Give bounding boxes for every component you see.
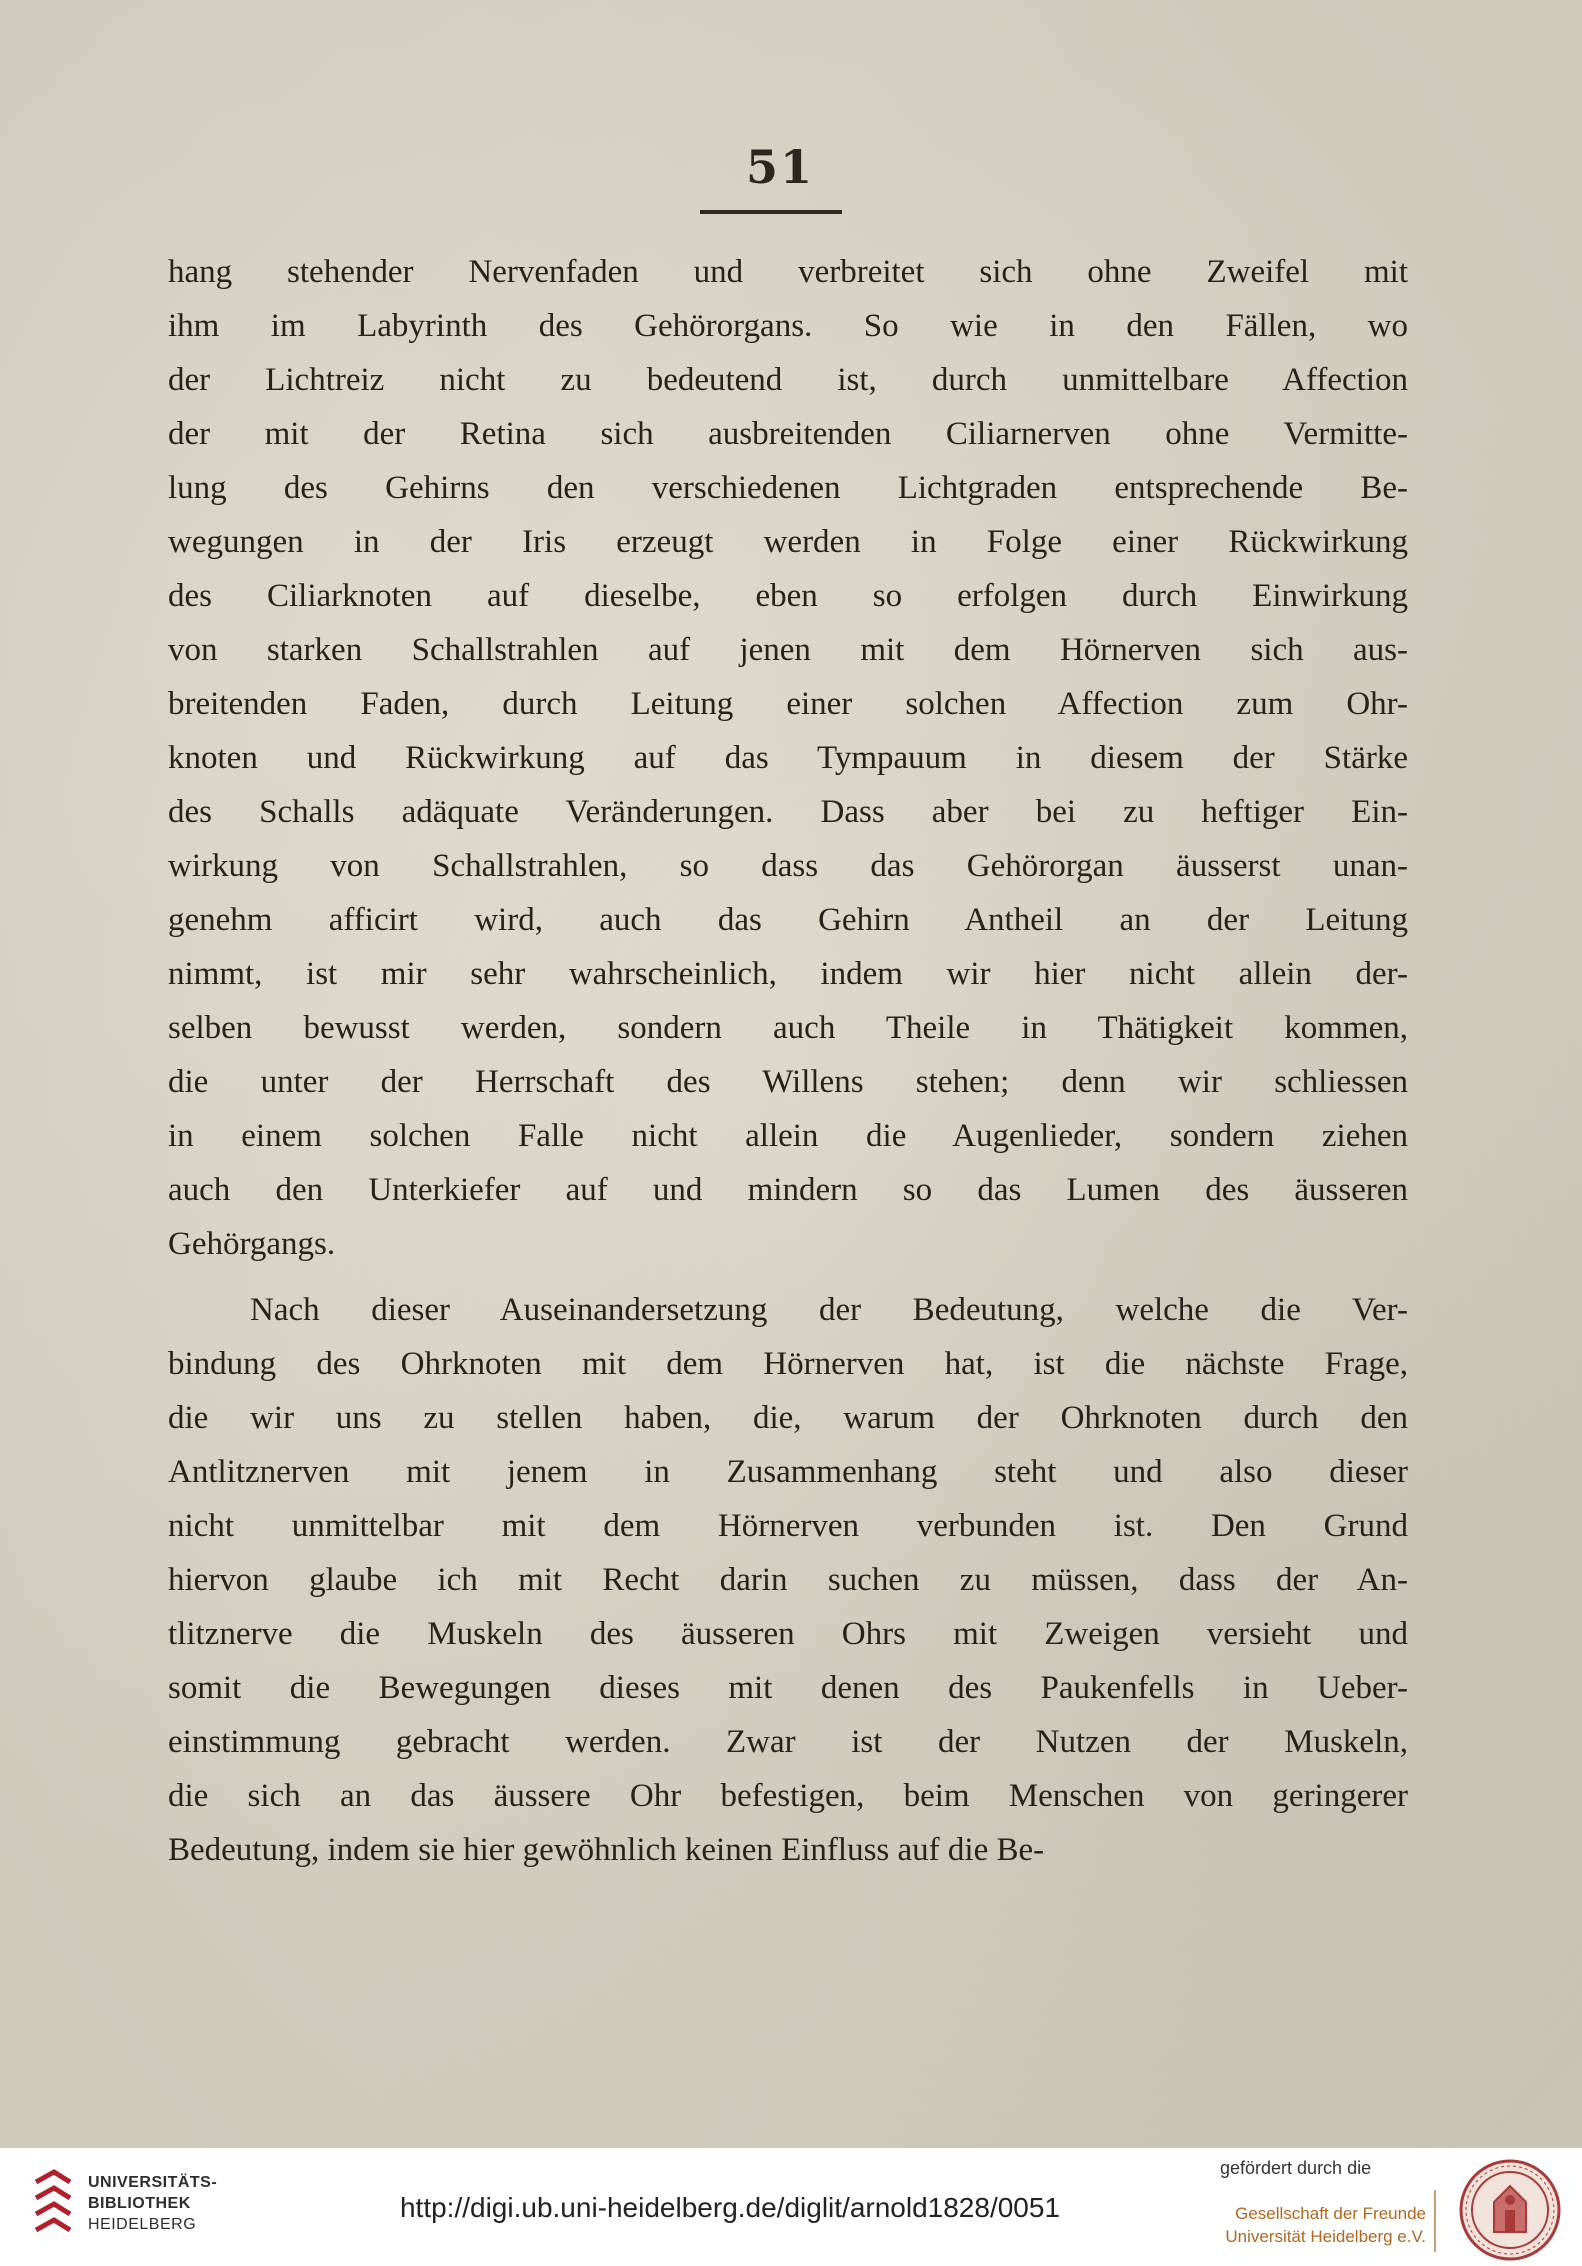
text-line: von starken Schallstrahlen auf jenen mit dem Hörnerven sich aus- xyxy=(168,632,1408,668)
paragraph-1 xyxy=(168,245,1408,1271)
text-line: somit die Bewegungen dieses mit denen des Paukenfells in Ueber- xyxy=(168,1670,1408,1706)
text-line: einstimmung gebracht werden. Zwar ist der Nutzen der Muskeln, xyxy=(168,1724,1408,1760)
text-line: selben bewusst werden, sondern auch Theile in Thätigkeit kommen, xyxy=(168,1010,1408,1046)
text-line: Gehörgangs. xyxy=(168,1226,336,1262)
text-line: bindung des Ohrknoten mit dem Hörnerven hat, ist die nächste Frage, xyxy=(168,1346,1408,1382)
sponsor-divider xyxy=(1434,2190,1436,2252)
library-name xyxy=(88,2172,268,2235)
library-name-line-2: BIBLIOTHEK xyxy=(88,2195,191,2212)
sponsor-name xyxy=(1198,2202,1426,2248)
university-library-logo-icon xyxy=(30,2168,76,2244)
text-line: hiervon glaube ich mit Recht darin suchen zu müssen, dass der An- xyxy=(168,1562,1408,1598)
body-text xyxy=(168,245,1408,1877)
text-line: hang stehender Nervenfaden und verbreitet sich ohne Zweifel mit xyxy=(168,254,1408,290)
text-line: der mit der Retina sich ausbreitenden Ciliarnerven ohne Vermitte- xyxy=(168,416,1408,452)
text-line: Bedeutung, indem sie hier gewöhnlich keinen Einfluss auf die Be- xyxy=(168,1832,1045,1868)
library-name-line-3: HEIDELBERG xyxy=(88,2216,197,2233)
sponsor-name-line-1: Gesellschaft der Freunde xyxy=(1235,2204,1426,2223)
text-line: lung des Gehirns den verschiedenen Lichtgraden entsprechende Be- xyxy=(168,470,1408,506)
text-line: Antlitznerven mit jenem in Zusammenhang steht und also dieser xyxy=(168,1454,1408,1490)
text-line: in einem solchen Falle nicht allein die Augenlieder, sondern ziehen xyxy=(168,1118,1408,1154)
text-line: des Schalls adäquate Veränderungen. Dass aber bei zu heftiger Ein- xyxy=(168,794,1408,830)
sponsor-name-line-2: Universität Heidelberg e.V. xyxy=(1225,2227,1426,2246)
page-number-rule xyxy=(700,210,842,214)
sponsor-intro: gefördert durch die xyxy=(1220,2158,1372,2178)
text-line: die sich an das äussere Ohr befestigen, beim Menschen von geringerer xyxy=(168,1778,1408,1814)
text-line: nicht unmittelbar mit dem Hörnerven verbunden ist. Den Grund xyxy=(168,1508,1408,1544)
text-line: breitenden Faden, durch Leitung einer solchen Affection zum Ohr- xyxy=(168,686,1408,722)
university-seal-icon xyxy=(1458,2158,1562,2262)
text-line: knoten und Rückwirkung auf das Tympauum in diesem der Stärke xyxy=(168,740,1408,776)
text-line: die unter der Herrschaft des Willens stehen; denn wir schliessen xyxy=(168,1064,1408,1100)
digitization-footer xyxy=(0,2148,1582,2266)
library-name-line-1: UNIVERSITÄTS- xyxy=(88,2174,218,2191)
page-number: 51 xyxy=(745,140,814,194)
text-line: die wir uns zu stellen haben, die, warum der Ohrknoten durch den xyxy=(168,1400,1408,1436)
text-line: wegungen in der Iris erzeugt werden in Folge einer Rückwirkung xyxy=(168,524,1408,560)
document-url-link[interactable]: http://digi.ub.uni-heidelberg.de/diglit/arnold1828/0051 xyxy=(399,2192,1061,2223)
text-line: auch den Unterkiefer auf und mindern so das Lumen des äusseren xyxy=(168,1172,1408,1208)
text-line: des Ciliarknoten auf dieselbe, eben so erfolgen durch Einwirkung xyxy=(168,578,1408,614)
text-line: ihm im Labyrinth des Gehörorgans. So wie in den Fällen, wo xyxy=(168,308,1408,344)
text-line: wirkung von Schallstrahlen, so dass das Gehörorgan äusserst unan- xyxy=(168,848,1408,884)
text-line: tlitznerve die Muskeln des äusseren Ohrs mit Zweigen versieht und xyxy=(168,1616,1408,1652)
text-line: Nach dieser Auseinandersetzung der Bedeutung, welche die Ver- xyxy=(250,1292,1408,1328)
text-line: genehm afficirt wird, auch das Gehirn Antheil an der Leitung xyxy=(168,902,1408,938)
paragraph-gap xyxy=(168,1271,1408,1283)
text-line: nimmt, ist mir sehr wahrscheinlich, indem wir hier nicht allein der- xyxy=(168,956,1408,992)
text-line: der Lichtreiz nicht zu bedeutend ist, durch unmittelbare Affection xyxy=(168,362,1408,398)
paragraph-2 xyxy=(168,1283,1408,1877)
